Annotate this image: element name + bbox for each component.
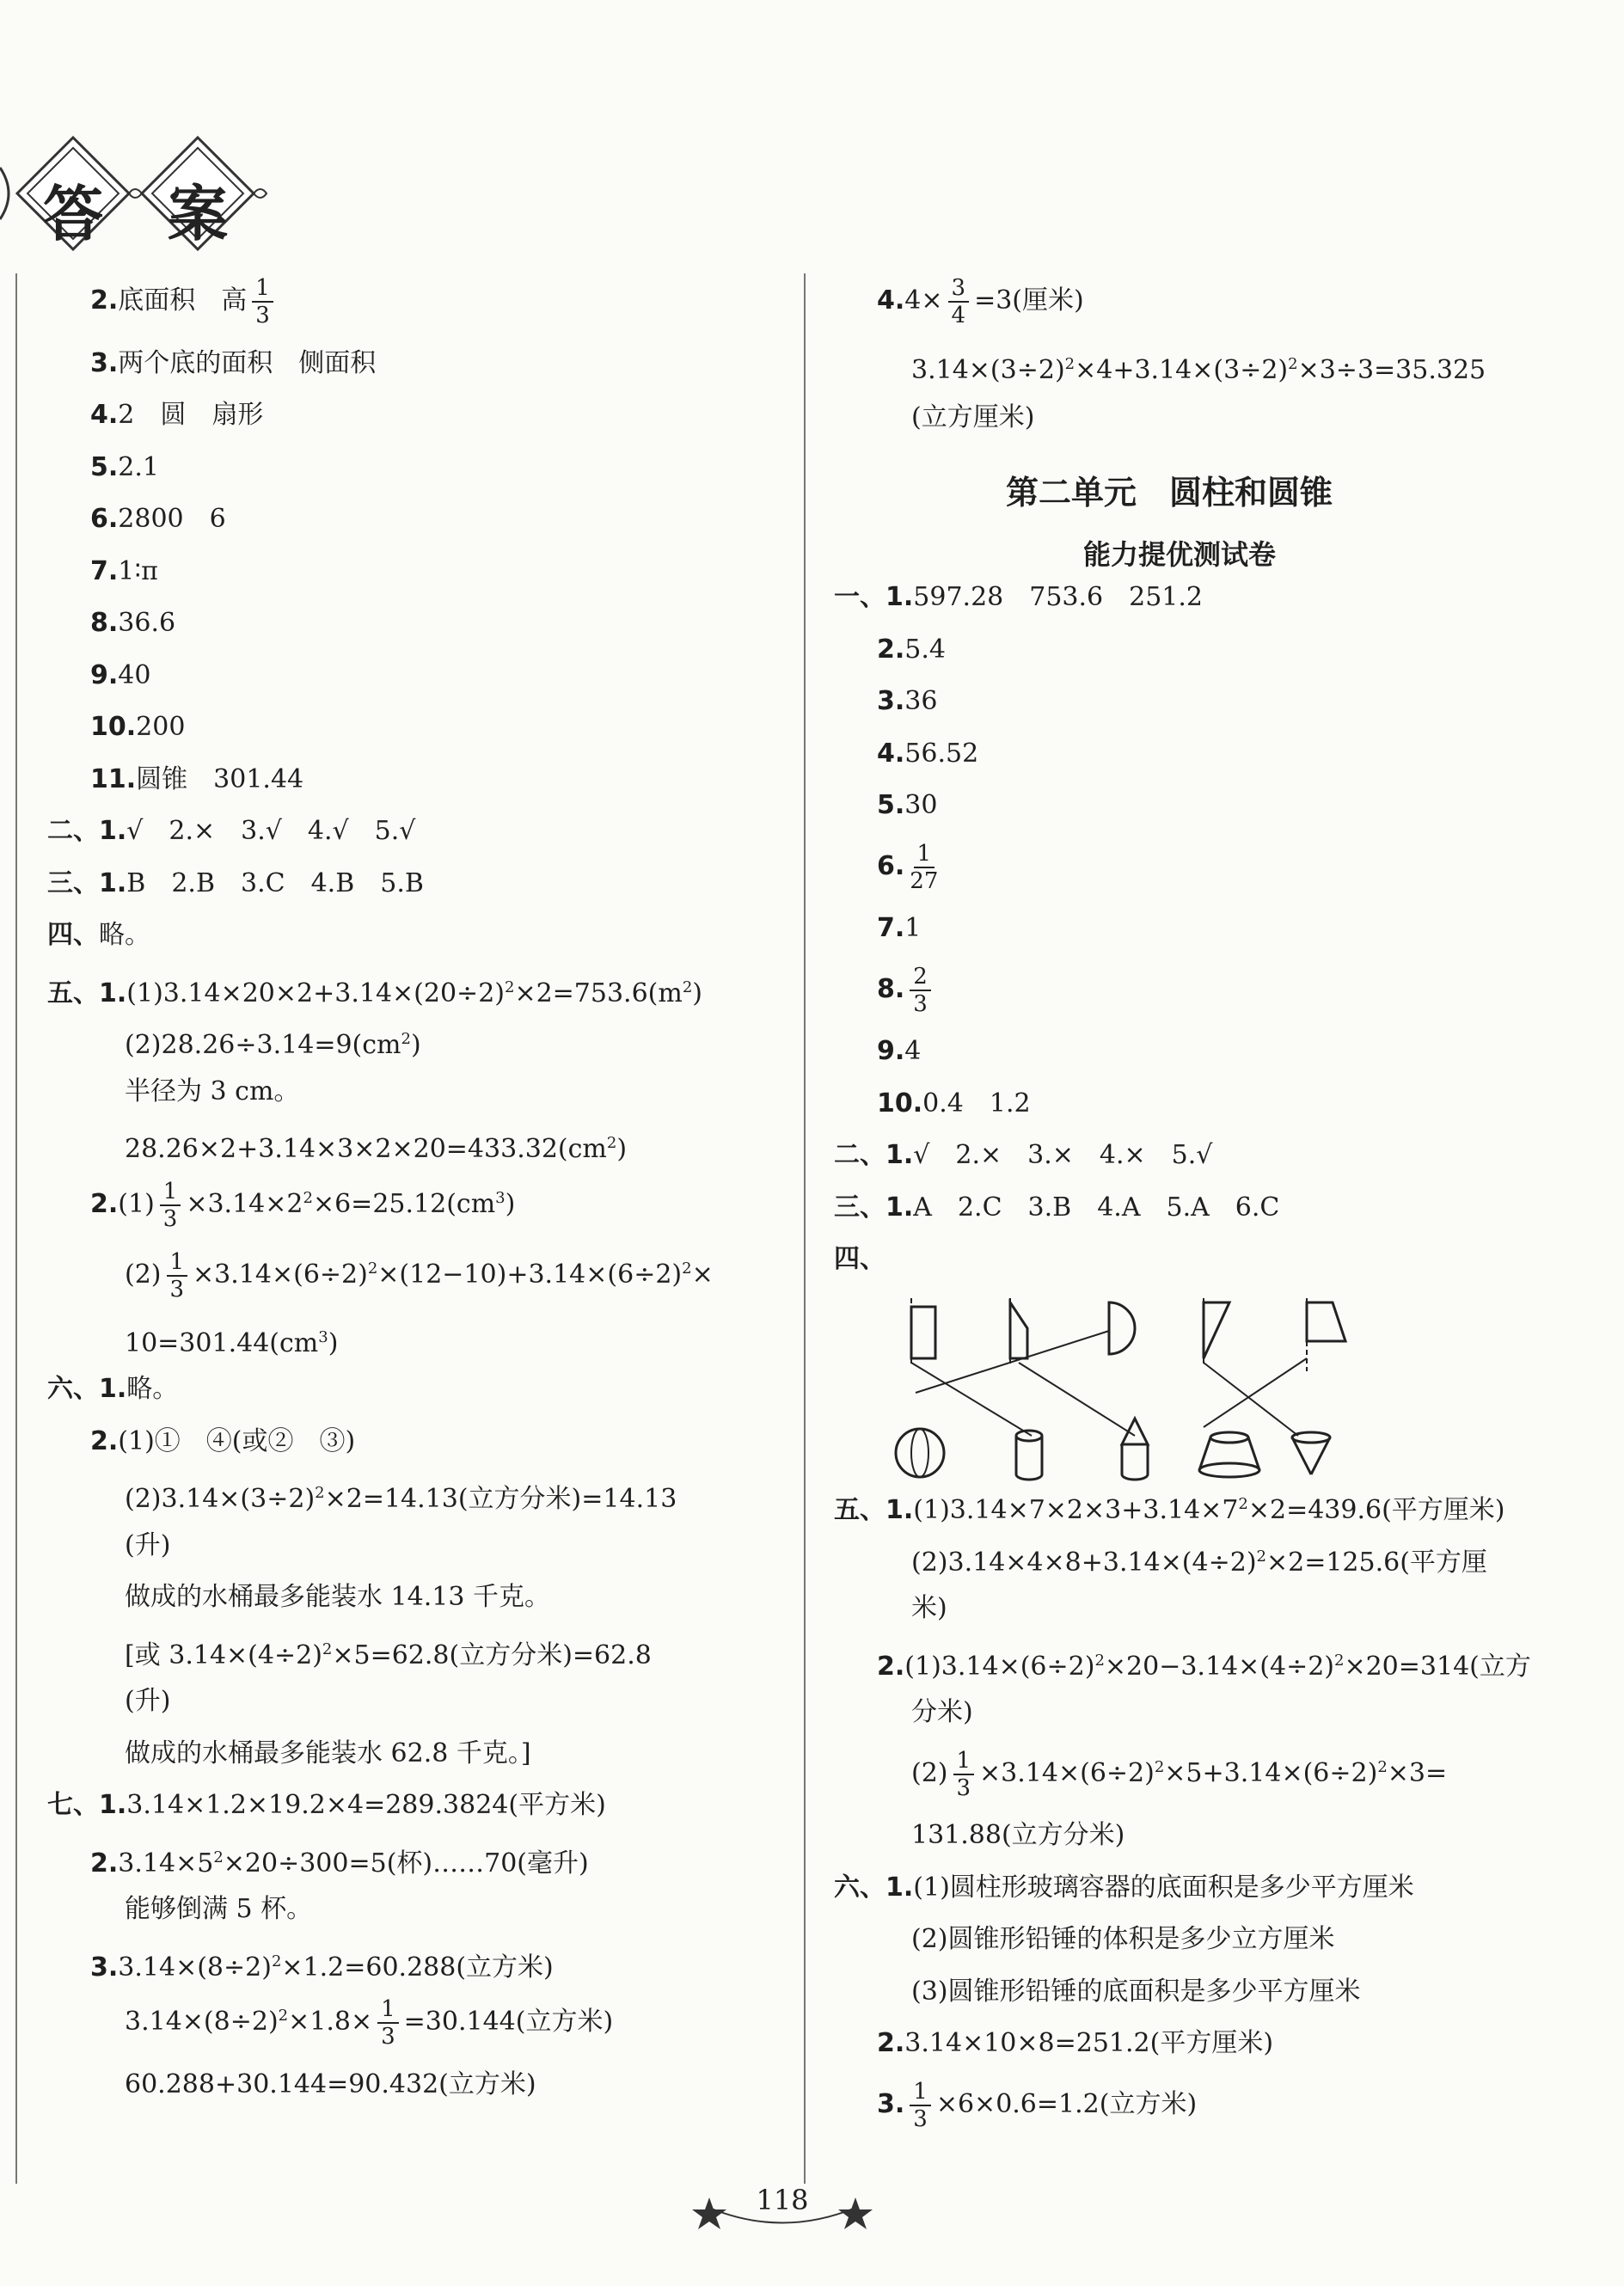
question-number: 9. <box>877 1036 905 1066</box>
question-number: 3. <box>877 686 905 716</box>
trapezoid-shape <box>1307 1302 1345 1341</box>
rectangle-shape <box>911 1307 935 1358</box>
answer-line <box>125 1249 714 1302</box>
answer-line <box>47 1788 606 1823</box>
answer-text: $3.14\times(8\div 2)^2\times 1.2=60.288$(立方米) <box>118 1952 554 1983</box>
answer-text: $(2)3.14\times 4\times 8+3.14\times(4\div 2)^2\times 2=125.6$(平方厘 <box>911 1547 1487 1578</box>
answer-text: 2 圆 扇形 <box>118 400 264 430</box>
answer-line <box>90 346 376 381</box>
answer-text-after: $\times 3.14\times(6\div 2)^2\times(12-10)+3.14\times(6\div 2)^2\times$ <box>193 1259 714 1290</box>
question-number: 七、1. <box>47 1790 127 1820</box>
answer-text: √ 2.× 3.√ 4.√ 5.√ <box>126 816 416 846</box>
answer-text: $(1)3.14\times 20\times 2+3.14\times(20\div 2)^2\times 2=753.6(m^2)$ <box>126 978 703 1008</box>
answer-text-after: ×6×0.6=1.2(立方米) <box>935 2088 1198 2119</box>
answer-line <box>125 1529 170 1563</box>
header-ornament <box>0 133 275 262</box>
answer-text: 3.14×1.2×19.2×4=289.3824(平方米) <box>126 1790 606 1820</box>
fraction <box>953 1748 975 1801</box>
answer-line <box>877 841 943 894</box>
answer-text: 36 <box>904 686 938 716</box>
answer-line <box>911 1922 1335 1957</box>
triangle-shape <box>1204 1302 1229 1358</box>
frustum-solid <box>1199 1432 1259 1477</box>
answer-text: (1)圆柱形玻璃容器的底面积是多少平方厘米 <box>913 1872 1414 1903</box>
answer-text: 2800 6 <box>118 504 226 534</box>
fraction <box>160 1179 181 1232</box>
page-number: 118 <box>756 2184 809 2216</box>
answer-text: 两个底的面积 侧面积 <box>118 347 377 378</box>
question-number: 六、1. <box>47 1374 127 1404</box>
answer-text: 做成的水桶最多能装水 62.8 千克。] <box>125 1737 531 1768</box>
cylinder-cone-solid <box>1122 1419 1148 1480</box>
answer-line <box>877 788 937 823</box>
denominator: 3 <box>255 303 270 328</box>
answer-line <box>877 2026 1273 2061</box>
answer-text: (2)圆锥形铅锤的体积是多少立方厘米 <box>911 1924 1335 1954</box>
fraction <box>377 1996 399 2050</box>
answer-line <box>834 1871 1414 1905</box>
header-char-answer: 答 <box>43 178 103 249</box>
answer-text: 200 <box>136 712 186 742</box>
answer-text: 597.28 753.6 251.2 <box>913 582 1204 612</box>
answer-line <box>834 1138 1212 1173</box>
answer-line <box>125 1996 613 2050</box>
numerator: 1 <box>953 1748 975 1775</box>
numerator: 1 <box>167 1249 188 1277</box>
answer-text-after: =3(厘米) <box>974 285 1084 316</box>
answer-line <box>90 450 159 485</box>
numerator: 1 <box>252 275 273 303</box>
question-number: 4. <box>90 400 119 430</box>
answer-text: (1)① ④(或② ③) <box>118 1425 356 1456</box>
answer-line <box>47 1372 178 1407</box>
answer-text: 30 <box>904 790 938 820</box>
question-number: 2. <box>877 634 905 665</box>
question-number: 3. <box>90 347 119 378</box>
page-footer <box>683 2182 881 2242</box>
question-number: 3. <box>877 2088 905 2119</box>
answer-line <box>877 684 937 719</box>
sphere-solid <box>896 1429 944 1477</box>
answer-line <box>90 710 185 745</box>
answer-line <box>47 971 702 1011</box>
answer-text: $(1)3.14\times 7\times 2\times 3+3.14\times 7^2\times 2=439.6$(平方厘米) <box>913 1495 1505 1525</box>
answer-text: $10=301.44(cm^3)$ <box>125 1327 339 1358</box>
question-number: 2. <box>877 1651 905 1682</box>
test-title: 能力提优测试卷 <box>1083 538 1277 571</box>
answer-line <box>90 275 279 328</box>
answer-text: A 2.C 3.B 4.A 5.A 6.C <box>913 1192 1280 1223</box>
answer-line <box>877 911 921 946</box>
question-number: 一、1. <box>834 582 914 612</box>
answer-text: (升) <box>125 1529 171 1560</box>
answer-text: 半径为 3 cm。 <box>125 1076 300 1106</box>
question-number: 4. <box>877 738 905 769</box>
question-number: 2. <box>90 285 119 316</box>
answer-text: (2) <box>911 1757 948 1788</box>
question-number: 四、 <box>47 920 99 950</box>
answer-line <box>834 1487 1505 1528</box>
answer-line <box>90 659 150 693</box>
answer-line <box>90 502 226 536</box>
answer-line <box>90 1945 554 1985</box>
numerator: 3 <box>948 275 970 303</box>
answer-text: (1) <box>118 1188 155 1219</box>
answer-text: 分米) <box>911 1697 973 1727</box>
question-number: 4. <box>877 285 905 316</box>
answer-line <box>125 1633 652 1673</box>
answer-text: 4 <box>904 1036 922 1066</box>
answer-text: 1∶π <box>118 555 158 586</box>
answer-text: 4× <box>904 285 943 316</box>
fraction <box>910 2079 931 2132</box>
answer-text: 米) <box>911 1593 947 1623</box>
answer-line <box>911 1540 1487 1580</box>
answer-text: (升) <box>125 1686 171 1716</box>
answer-text: 3.14×10×8=251.2(平方厘米) <box>904 2028 1274 2058</box>
answer-text: $(2)28.26\div 3.14=9(cm^2)$ <box>125 1030 421 1060</box>
fraction <box>948 275 970 328</box>
question-number: 5. <box>877 790 905 820</box>
question-number: 五、1. <box>47 978 127 1008</box>
denominator: 3 <box>913 2105 928 2132</box>
left-margin-line <box>15 273 17 2184</box>
answer-text: 131.88(立方分米) <box>911 1820 1125 1850</box>
question-number: 六、1. <box>834 1872 914 1903</box>
answer-text-after: $\times 3.14\times(6\div 2)^2\times 5+3.14\times(6\div 2)^2\times 3=$ <box>979 1757 1448 1788</box>
denominator: 3 <box>956 1774 971 1801</box>
answer-text: 36.6 <box>118 608 176 638</box>
numerator: 1 <box>910 2079 931 2106</box>
denominator: 3 <box>169 1277 185 1302</box>
fraction <box>252 275 273 328</box>
answer-line <box>125 1892 312 1927</box>
fraction <box>910 841 938 894</box>
answer-line <box>877 1087 1031 1121</box>
question-number: 三、1. <box>834 1192 914 1223</box>
question-number: 8. <box>877 973 905 1004</box>
question-number: 7. <box>877 913 905 943</box>
answer-line <box>834 1191 1279 1225</box>
answer-line <box>125 1022 421 1063</box>
answer-text: 略。 <box>126 1374 179 1404</box>
answer-text: (3)圆锥形铅锤的底面积是多少平方厘米 <box>911 1976 1361 2007</box>
question-number: 五、1. <box>834 1495 914 1525</box>
question-number: 6. <box>877 850 905 881</box>
denominator: 3 <box>162 1205 178 1232</box>
question-number: 四、 <box>834 1244 886 1274</box>
question-number: 三、1. <box>47 867 127 898</box>
question-number: 9. <box>90 659 119 690</box>
fraction <box>910 964 931 1017</box>
answer-line <box>877 1034 921 1069</box>
column-divider <box>804 273 806 2184</box>
denominator: 3 <box>913 990 928 1017</box>
answer-line <box>90 606 175 640</box>
answer-line <box>125 1580 550 1615</box>
answer-line <box>834 1242 886 1277</box>
answer-text: $(1)3.14\times(6\div 2)^2\times 20-3.14\times(4\div 2)^2\times 20=314$(立方 <box>904 1651 1531 1682</box>
answer-text: 圆锥 301.44 <box>136 763 304 794</box>
answer-line <box>125 2068 536 2102</box>
answer-text: 做成的水桶最多能装水 14.13 千克。 <box>125 1582 550 1612</box>
question-number: 10. <box>877 1088 923 1118</box>
answer-text: (立方厘米) <box>911 402 1035 432</box>
answer-line <box>911 401 1034 435</box>
numerator: 2 <box>910 964 931 991</box>
answer-text: 56.52 <box>904 738 979 769</box>
answer-line <box>90 555 158 589</box>
answer-line <box>47 867 424 901</box>
answer-line <box>911 1818 1125 1853</box>
question-number: 10. <box>90 712 137 742</box>
question-number: 5. <box>90 451 119 482</box>
answer-text: (2) <box>125 1259 162 1290</box>
denominator: 27 <box>910 867 939 894</box>
answer-line <box>911 1591 947 1626</box>
question-number: 11. <box>90 763 137 794</box>
numerator: 1 <box>160 1179 181 1206</box>
cylinder-solid <box>1016 1431 1042 1480</box>
answer-text-after: $\times 3.14\times 2^2\times 6=25.12(cm^3)$ <box>186 1188 516 1219</box>
answer-line <box>47 918 150 953</box>
numerator: 1 <box>914 841 935 868</box>
answer-text: 2.1 <box>118 451 159 482</box>
question-number: 2. <box>877 2028 905 2058</box>
answer-text: 5.4 <box>904 634 946 665</box>
answer-line <box>877 633 946 667</box>
answer-line <box>90 1425 355 1459</box>
answer-text: 能够倒满 5 杯。 <box>125 1894 313 1924</box>
answer-line <box>90 763 303 797</box>
answer-line <box>877 275 1084 328</box>
answer-text: $3.14\times 5^2\times 20\div 300=5$(杯)……70(毫升) <box>118 1848 589 1878</box>
question-number: 7. <box>90 555 119 586</box>
answer-line <box>911 1975 1361 2009</box>
unit-title: 第二单元 圆柱和圆锥 <box>1006 474 1333 512</box>
answer-text: [或 $3.14\times(4\div 2)^2\times 5=62.8$(立方分米)=62.8 <box>125 1639 652 1670</box>
answer-text-after: =30.144(立方米) <box>403 2007 614 2037</box>
question-number: 8. <box>90 608 119 638</box>
answer-text: 1 <box>904 913 922 943</box>
answer-text: $(2)3.14\times(3\div 2)^2\times 2=14.13$(立方分米)=14.13 <box>125 1484 677 1514</box>
question-number: 2. <box>90 1425 119 1456</box>
semicircle-shape <box>1109 1302 1135 1354</box>
denominator: 4 <box>951 303 966 328</box>
header-char-case: 案 <box>168 178 228 249</box>
answer-text: 0.4 1.2 <box>922 1088 1031 1118</box>
answer-line <box>877 1644 1531 1684</box>
inverted-cone-solid <box>1292 1432 1330 1474</box>
question-number: 二、1. <box>47 816 127 846</box>
trapezoid-right-shape <box>1010 1302 1027 1358</box>
question-number: 2. <box>90 1848 119 1878</box>
question-number: 2. <box>90 1188 119 1219</box>
answer-line <box>125 1476 677 1517</box>
answer-line <box>911 1748 1447 1801</box>
answer-line <box>90 398 263 432</box>
denominator: 3 <box>381 2024 395 2050</box>
answer-header <box>0 133 275 262</box>
answer-line <box>125 1737 531 1771</box>
answer-line <box>877 964 936 1017</box>
answer-line <box>834 580 1203 615</box>
answer-text: $3.14\times(8\div 2)^2\times 1.8\times$ <box>125 2007 373 2037</box>
answer-text: $3.14\times(3\div 2)^2\times 4+3.14\times(3\div 2)^2\times 3\div 3=35.325$ <box>911 355 1486 385</box>
question-number: 3. <box>90 1952 119 1983</box>
answer-text: 略。 <box>99 920 150 950</box>
answer-line <box>125 1075 299 1109</box>
answer-text: 40 <box>118 659 151 690</box>
matching-diagram <box>894 1290 1376 1487</box>
numerator: 1 <box>377 1996 399 2024</box>
answer-line <box>125 1126 627 1167</box>
question-number: 二、1. <box>834 1140 914 1170</box>
answer-line <box>47 814 415 849</box>
answer-line <box>877 2079 1197 2132</box>
answer-text: B 2.B 3.C 4.B 5.B <box>126 867 424 898</box>
answer-line <box>877 737 978 771</box>
answer-line <box>911 1695 973 1730</box>
answer-text: $28.26\times 2+3.14\times 3\times 2\times 20=433.32(cm^2)$ <box>125 1134 628 1164</box>
answer-line <box>125 1684 170 1719</box>
answer-line <box>90 1179 515 1232</box>
answer-line <box>125 1321 338 1361</box>
answer-text: 底面积 高 <box>118 285 248 316</box>
answer-text: √ 2.× 3.× 4.× 5.√ <box>913 1140 1213 1170</box>
answer-line <box>911 347 1486 388</box>
fraction <box>167 1249 188 1302</box>
answer-line <box>90 1841 589 1881</box>
question-number: 6. <box>90 504 119 534</box>
answer-text: 60.288+30.144=90.432(立方米) <box>125 2068 536 2099</box>
